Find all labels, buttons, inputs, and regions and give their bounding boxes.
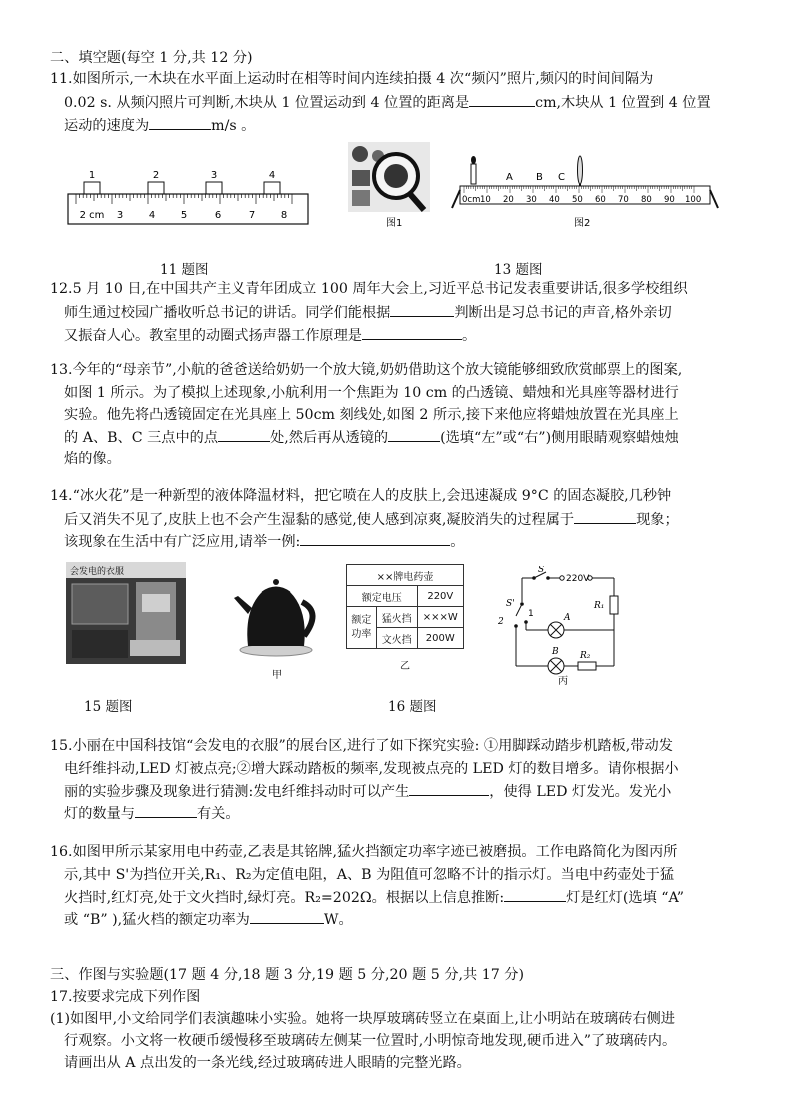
nameplate-gentle-fire-label: 文火挡 — [376, 628, 417, 649]
q14-line2-text-a: 后又消失不见了,皮肤上也不会产生湿黏的感觉,使人感到凉爽,凝胶消失的过程属于 — [64, 512, 575, 528]
q12-line3-text-a: 又振奋人心。教室里的动圈式扬声器工作原理是 — [64, 328, 362, 344]
fig15-stepper-pedal — [130, 640, 180, 656]
bench-label: 50 — [572, 195, 583, 205]
nameplate-title: ××牌电药壶 — [347, 565, 464, 586]
bench-leg-right — [710, 190, 718, 208]
fig15-caption: 15 题图 — [84, 699, 133, 715]
circuit-label-lamp-a: A — [564, 613, 571, 623]
fig11-ruler-label: 3 — [116, 210, 124, 221]
q11-line1: 11.如图所示,一木块在水平面上运动时在相等时间内连续拍摄 4 次“频闪”照片,频闪的时间间隔为 — [50, 71, 654, 87]
q11-line3-text-b: m/s 。 — [211, 118, 256, 134]
circuit-label-s2: S' — [506, 599, 515, 609]
q14-phenomenon-blank[interactable] — [574, 509, 636, 524]
q12-line1: 12.5 月 10 日,在中国共产主义青年团成立 100 周年大会上,习近平总书记发表重要讲话,很多学校组织 — [50, 281, 688, 297]
bench-label: 10 — [480, 195, 491, 205]
nameplate-rated-voltage-label: 额定电压 — [347, 586, 418, 607]
nameplate-rated-voltage: 220V — [417, 586, 463, 607]
fig16-kettle-photo — [226, 570, 336, 685]
q16-line4-text-a: 或 “B” ),猛火档的额定功率为 — [64, 912, 250, 928]
circuit-label-voltage: 220V — [566, 574, 590, 584]
nameplate-gentle-fire-value: 200W — [417, 628, 463, 649]
q15-line4-text-a: 灯的数量与 — [64, 806, 135, 822]
fig16-nameplate — [346, 564, 464, 672]
circuit-label-pos2: 2 — [498, 617, 504, 627]
fig15-photo-label: 会发电的衣服 — [70, 567, 125, 577]
fig11-blocks — [84, 182, 280, 194]
circuit-label-r1: R₁ — [594, 601, 605, 611]
q14-line3-text-b: 。 — [450, 534, 465, 550]
nameplate-strong-fire-label: 猛火挡 — [376, 607, 417, 628]
q12-voice-blank[interactable] — [390, 302, 454, 317]
nameplate-rated-power-label — [347, 607, 377, 649]
q16-lamp-blank[interactable] — [504, 887, 566, 902]
q13-line4 — [64, 427, 679, 448]
fig11-block-label-1: 1 — [88, 170, 96, 181]
bench-label: 60 — [595, 195, 606, 205]
fig16-label-jia: 甲 — [272, 670, 282, 681]
q14-example-blank[interactable] — [300, 531, 450, 546]
stamp-icon — [352, 190, 370, 206]
kettle-lid-icon — [262, 587, 290, 592]
fig13-caption: 13 题图 — [494, 262, 543, 278]
q15-line1: 15.小丽在中国科技馆“会发电的衣服”的展台区,进行了如下探究实验: ①用脚踩动踏步机踏板,带动发 — [50, 738, 673, 754]
q14-line3 — [64, 531, 465, 552]
q13-line5: 焰的像。 — [64, 451, 121, 467]
q15-generate-blank[interactable] — [409, 781, 489, 796]
q15-line4-text-b: 有关。 — [196, 806, 240, 822]
fig13-optical-bench — [450, 146, 722, 230]
fig16-label-yi: 乙 — [400, 661, 410, 672]
q13-line4-text-b: 处,然后再从透镜的 — [270, 430, 389, 446]
nameplate-rated-power-label-2: 功率 — [351, 628, 372, 640]
fig13-point-b: B — [536, 172, 543, 183]
section-2-heading: 二、填空题(每空 1 分,共 12 分) — [50, 50, 253, 66]
bench-label: 70 — [618, 195, 629, 205]
section-3-heading: 三、作图与实验题(17 题 4 分,18 题 3 分,19 题 5 分,20 题 5 分,共 17 分) — [50, 967, 524, 983]
fig11-ruler-label: 7 — [248, 210, 256, 221]
bench-label: 0cm — [462, 195, 481, 205]
fig15-exhibit-photo — [66, 562, 186, 664]
resistor-r1-icon — [610, 596, 618, 614]
fig11-ruler-label: 4 — [148, 210, 156, 221]
q15-line3-text-b: ，使得 LED 灯发光。发光小 — [489, 784, 672, 800]
fig15-base — [72, 630, 128, 658]
fig11-ruler-label: 8 — [280, 210, 288, 221]
q16-line3-text-a: 火挡时,红灯亮,处于文火挡时,绿灯亮。R₂=202Ω。根据以上信息推断: — [64, 890, 505, 906]
bench-leg-left — [452, 190, 460, 208]
fig13-fig2-label: 图2 — [574, 218, 591, 229]
q12-line3 — [64, 325, 476, 346]
bench-label: 90 — [664, 195, 675, 205]
convex-lens-icon — [578, 156, 583, 184]
q15-related-blank[interactable] — [135, 803, 197, 818]
q14-line1: 14.“冰火花”是一种新型的液体降温材料，把它喷在人的皮肤上,会迅速凝成 9°C 的固态凝胶,几秒钟 — [50, 488, 672, 504]
fig13-point-a: A — [506, 172, 513, 183]
q14-line2-text-b: 现象； — [636, 512, 679, 528]
q17-line1: 17.按要求完成下列作图 — [50, 989, 201, 1005]
q16-line1: 16.如图甲所示某家用电中药壶,乙表是其铭牌,猛火挡额定功率字迹已被磨损。工作电路简化为图丙所 — [50, 844, 678, 860]
switch-s2-icon — [516, 604, 522, 616]
q11-line3 — [64, 115, 255, 136]
fig11-ruler-label: 5 — [180, 210, 188, 221]
q11-line2-text-b: cm,木块从 1 位置到 4 位置 — [535, 95, 711, 111]
fig16-label-bing: 丙 — [558, 676, 568, 686]
fig11-ruler-label: 2 cm — [79, 210, 105, 221]
candle-icon — [471, 164, 476, 184]
q14-line3-text-a: 该现象在生活中有广泛应用,请举一例: — [64, 534, 301, 550]
q11-line3-text-a: 运动的速度为 — [64, 118, 150, 134]
fig11-ruler-diagram — [64, 160, 314, 230]
q11-distance-blank[interactable] — [469, 92, 535, 107]
bench-label: 100 — [685, 195, 702, 205]
circuit-label-pos1: 1 — [528, 609, 534, 619]
q15-line2: 电纤维抖动,LED 灯被点亮;②增大踩动踏板的频率,发现被点亮的 LED 灯的数目增多。请你根据小 — [64, 761, 679, 777]
q13-line4-text-a: 的 A、B、C 三点中的点 — [64, 430, 219, 446]
bench-label: 80 — [641, 195, 652, 205]
fig15-display-panel — [72, 584, 128, 624]
rooster-magnified-icon — [384, 164, 408, 188]
fig11-caption: 11 题图 — [160, 262, 209, 278]
fig13-point-c: C — [558, 172, 565, 183]
q16-line4-text-b: W。 — [323, 912, 353, 928]
fig11-block-label-4: 4 — [268, 170, 276, 181]
kettle-spout-icon — [234, 596, 252, 614]
resistor-r2-icon — [578, 662, 596, 670]
q12-line2-text-b: 判断出是习总书记的声音,格外亲切 — [454, 305, 672, 321]
nameplate-rated-power-label-1: 额定 — [351, 614, 372, 626]
fig13-fig1-label: 图1 — [386, 218, 403, 229]
nameplate-strong-fire-value: ×××W — [417, 607, 463, 628]
q16-power-blank[interactable] — [250, 909, 324, 924]
q13-side-blank[interactable] — [388, 427, 440, 442]
q16-line3 — [64, 887, 684, 908]
fig11-block-label-3: 3 — [210, 170, 218, 181]
bench-label: 40 — [549, 195, 560, 205]
kettle-body-icon — [247, 592, 304, 646]
kettle-knob-icon — [273, 579, 279, 585]
circuit-label-lamp-b: B — [552, 647, 559, 657]
nameplate-table — [346, 564, 464, 649]
fig15-led-panel — [142, 594, 170, 612]
q13-line2: 如图 1 所示。为了模拟上述现象,小航利用一个焦距为 10 cm 的凸透镜、蜡烛和光具座等器材进行 — [64, 385, 679, 401]
q16-line3-text-b: 灯是红灯(选填 “A” — [566, 890, 684, 906]
q13-line4-text-c: (选填“左”或“右”)侧用眼睛观察蜡烛烛 — [440, 430, 679, 446]
q15-line3-text-a: 丽的实验步骤及现象进行猜测:发电纤维抖动时可以产生 — [64, 784, 410, 800]
circuit-label-s: S — [538, 566, 545, 575]
q15-line3 — [64, 781, 671, 802]
fig11-ruler-label: 6 — [214, 210, 222, 221]
q17-line2: (1)如图甲,小文给同学们表演趣味小实验。她将一块厚玻璃砖竖立在桌面上,让小明站在玻璃砖右侧进 — [50, 1011, 675, 1027]
terminal-icon — [560, 576, 564, 580]
q12-line2 — [64, 302, 672, 323]
q13-point-blank[interactable] — [218, 427, 270, 442]
fig16-circuit-diagram — [494, 566, 634, 686]
q11-speed-blank[interactable] — [149, 115, 211, 130]
fig11-block-label-2: 2 — [152, 170, 160, 181]
bench-label: 30 — [526, 195, 537, 205]
q16-line2: 示,其中 S'为挡位开关,R₁、R₂为定值电阻，A、B 为阻值可忽略不计的指示灯。当电中药壶处于猛 — [64, 867, 675, 883]
candle-flame-icon — [471, 156, 476, 164]
q12-line2-text-a: 师生通过校园广播收听总书记的讲话。同学们能根据 — [64, 305, 391, 321]
q17-line3: 行观察。小文将一枚硬币缓慢移至玻璃砖左侧某一位置时,小明惊奇地发现,硬币进入”了玻璃砖内。 — [64, 1033, 677, 1049]
circuit-label-r2: R₂ — [580, 651, 591, 661]
bench-label: 20 — [503, 195, 514, 205]
q11-line2 — [64, 92, 711, 113]
rooster-icon — [352, 146, 368, 162]
q16-line4 — [64, 909, 353, 930]
q13-line1: 13.今年的“母亲节”,小航的爸爸送给奶奶一个放大镜,奶奶借助这个放大镜能够细致欣赏邮票上的图案, — [50, 362, 683, 378]
q13-line3: 实验。他先将凸透镜固定在光具座上 50cm 刻线处,如图 2 所示,接下来他应将蜡烛放置在光具座上 — [64, 407, 679, 423]
q12-line3-text-b: 。 — [461, 328, 477, 344]
q14-line2 — [64, 509, 679, 530]
q12-speaker-blank[interactable] — [362, 325, 462, 340]
fig16-caption: 16 题图 — [388, 699, 437, 715]
q11-line2-text-a: 0.02 s. 从频闪照片可判断,木块从 1 位置运动到 4 位置的距离是 — [64, 95, 470, 111]
stamp-icon — [352, 170, 370, 186]
fig13-magnifier-photo — [344, 140, 434, 230]
q17-line4: 请画出从 A 点出发的一条光线,经过玻璃砖进人眼睛的完整光路。 — [64, 1055, 471, 1071]
q15-line4 — [64, 803, 240, 824]
